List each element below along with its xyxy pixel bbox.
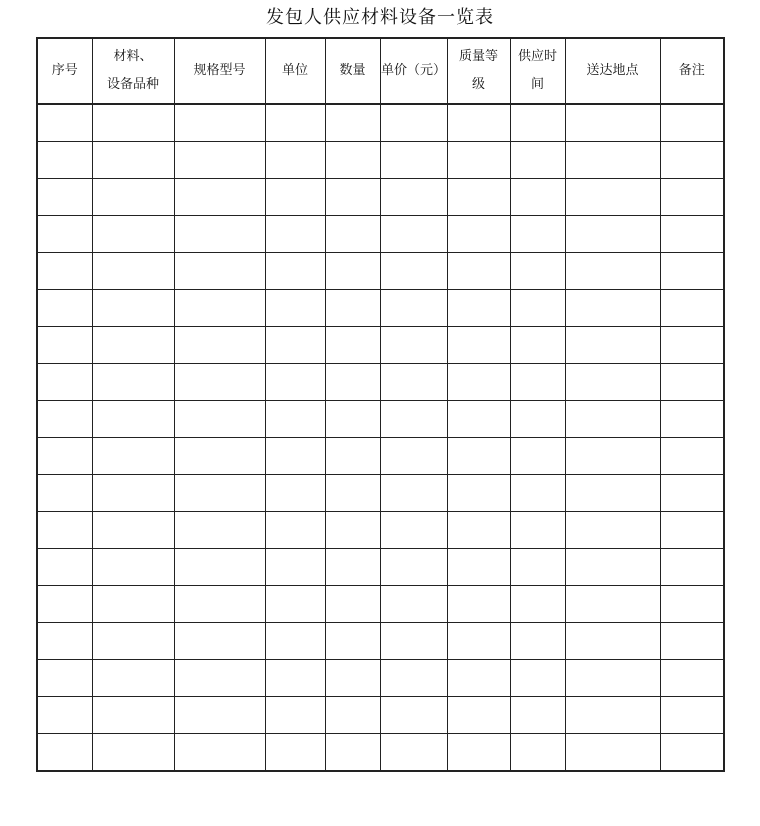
header-cell-delivery-place: 送达地点 <box>565 38 660 104</box>
table-cell[interactable] <box>447 586 510 623</box>
table-cell[interactable] <box>325 697 380 734</box>
table-cell[interactable] <box>380 104 447 142</box>
table-cell[interactable] <box>565 327 660 364</box>
table-row <box>37 327 724 364</box>
table-cell[interactable] <box>265 327 325 364</box>
table-row <box>37 586 724 623</box>
table-row <box>37 364 724 401</box>
table-cell[interactable] <box>265 401 325 438</box>
table-row <box>37 142 724 179</box>
table-cell[interactable] <box>565 290 660 327</box>
table-cell[interactable] <box>325 104 380 142</box>
table-cell[interactable] <box>510 734 565 772</box>
table-cell[interactable] <box>565 697 660 734</box>
table-row <box>37 253 724 290</box>
table-cell[interactable] <box>510 142 565 179</box>
table-cell[interactable] <box>565 734 660 772</box>
table-cell[interactable] <box>660 142 724 179</box>
table-cell[interactable] <box>447 512 510 549</box>
table-row <box>37 734 724 772</box>
table-cell[interactable] <box>92 512 174 549</box>
table-cell[interactable] <box>447 253 510 290</box>
table-cell[interactable] <box>325 327 380 364</box>
table-cell[interactable] <box>174 475 265 512</box>
table-cell[interactable] <box>447 475 510 512</box>
table-cell[interactable] <box>37 216 92 253</box>
table-cell[interactable] <box>37 142 92 179</box>
table-cell[interactable] <box>660 364 724 401</box>
table-cell[interactable] <box>565 660 660 697</box>
table-cell[interactable] <box>265 660 325 697</box>
table-cell[interactable] <box>565 475 660 512</box>
table-cell[interactable] <box>92 104 174 142</box>
table-cell[interactable] <box>265 216 325 253</box>
table-cell[interactable] <box>380 512 447 549</box>
table-cell[interactable] <box>325 734 380 772</box>
table-row <box>37 179 724 216</box>
table-cell[interactable] <box>660 216 724 253</box>
table-cell[interactable] <box>174 104 265 142</box>
table-cell[interactable] <box>510 697 565 734</box>
table-cell[interactable] <box>447 401 510 438</box>
table-cell[interactable] <box>92 216 174 253</box>
table-cell[interactable] <box>174 142 265 179</box>
header-cell-unit-price: 单价（元） <box>380 38 447 104</box>
table-cell[interactable] <box>325 216 380 253</box>
table-cell[interactable] <box>174 364 265 401</box>
table-cell[interactable] <box>380 475 447 512</box>
table-cell[interactable] <box>660 179 724 216</box>
table-cell[interactable] <box>447 660 510 697</box>
table-cell[interactable] <box>510 327 565 364</box>
header-cell-spec: 规格型号 <box>174 38 265 104</box>
table-cell[interactable] <box>92 586 174 623</box>
table-cell[interactable] <box>92 623 174 660</box>
header-cell-quality-grade: 质量等 级 <box>447 38 510 104</box>
table-cell[interactable] <box>174 549 265 586</box>
table-cell[interactable] <box>447 697 510 734</box>
table-cell[interactable] <box>380 179 447 216</box>
table-cell[interactable] <box>325 623 380 660</box>
table-row <box>37 401 724 438</box>
table-cell[interactable] <box>447 290 510 327</box>
table-cell[interactable] <box>37 697 92 734</box>
table-cell[interactable] <box>447 327 510 364</box>
table-cell[interactable] <box>510 216 565 253</box>
table-cell[interactable] <box>37 364 92 401</box>
table-cell[interactable] <box>37 401 92 438</box>
table-cell[interactable] <box>174 660 265 697</box>
table-cell[interactable] <box>265 142 325 179</box>
table-cell[interactable] <box>565 364 660 401</box>
table-cell[interactable] <box>265 253 325 290</box>
table-cell[interactable] <box>92 401 174 438</box>
table-cell[interactable] <box>92 364 174 401</box>
table-cell[interactable] <box>565 253 660 290</box>
table-cell[interactable] <box>660 734 724 772</box>
table-cell[interactable] <box>380 697 447 734</box>
table-cell[interactable] <box>510 401 565 438</box>
table-cell[interactable] <box>660 401 724 438</box>
table-cell[interactable] <box>380 734 447 772</box>
table-cell[interactable] <box>660 327 724 364</box>
table-cell[interactable] <box>660 438 724 475</box>
table-cell[interactable] <box>510 179 565 216</box>
table-cell[interactable] <box>37 179 92 216</box>
table-row <box>37 216 724 253</box>
header-cell-unit: 单位 <box>265 38 325 104</box>
table-cell[interactable] <box>380 401 447 438</box>
table-cell[interactable] <box>510 364 565 401</box>
table-cell[interactable] <box>37 253 92 290</box>
table-cell[interactable] <box>92 327 174 364</box>
table-cell[interactable] <box>565 586 660 623</box>
table-cell[interactable] <box>565 142 660 179</box>
table-cell[interactable] <box>37 623 92 660</box>
table-cell[interactable] <box>325 438 380 475</box>
table-cell[interactable] <box>37 327 92 364</box>
table-cell[interactable] <box>380 142 447 179</box>
table-cell[interactable] <box>380 623 447 660</box>
table-cell[interactable] <box>92 697 174 734</box>
table-cell[interactable] <box>265 586 325 623</box>
table-cell[interactable] <box>37 475 92 512</box>
table-row <box>37 512 724 549</box>
table-cell[interactable] <box>380 327 447 364</box>
table-cell[interactable] <box>447 179 510 216</box>
table-cell[interactable] <box>265 623 325 660</box>
table-cell[interactable] <box>174 401 265 438</box>
table-cell[interactable] <box>380 253 447 290</box>
table-cell[interactable] <box>660 290 724 327</box>
table-cell[interactable] <box>325 142 380 179</box>
table-cell[interactable] <box>565 438 660 475</box>
table-cell[interactable] <box>265 697 325 734</box>
table-cell[interactable] <box>510 512 565 549</box>
table-cell[interactable] <box>325 512 380 549</box>
table-cell[interactable] <box>92 290 174 327</box>
table-cell[interactable] <box>265 438 325 475</box>
table-cell[interactable] <box>325 401 380 438</box>
table-cell[interactable] <box>174 586 265 623</box>
table-cell[interactable] <box>660 660 724 697</box>
table-cell[interactable] <box>37 549 92 586</box>
table-cell[interactable] <box>447 623 510 660</box>
table-cell[interactable] <box>447 104 510 142</box>
table-cell[interactable] <box>660 475 724 512</box>
table-cell[interactable] <box>380 364 447 401</box>
table-cell[interactable] <box>92 549 174 586</box>
table-cell[interactable] <box>325 549 380 586</box>
table-cell[interactable] <box>447 142 510 179</box>
table-cell[interactable] <box>174 734 265 772</box>
table-cell[interactable] <box>325 586 380 623</box>
table-cell[interactable] <box>380 660 447 697</box>
table-cell[interactable] <box>325 475 380 512</box>
table-cell[interactable] <box>447 364 510 401</box>
table-cell[interactable] <box>447 438 510 475</box>
table-cell[interactable] <box>174 253 265 290</box>
table-cell[interactable] <box>174 697 265 734</box>
header-cell-index: 序号 <box>37 38 92 104</box>
table-cell[interactable] <box>265 104 325 142</box>
table-cell[interactable] <box>265 364 325 401</box>
table-cell[interactable] <box>37 660 92 697</box>
table-row <box>37 290 724 327</box>
table-cell[interactable] <box>37 586 92 623</box>
table-cell[interactable] <box>92 253 174 290</box>
table-cell[interactable] <box>380 438 447 475</box>
table-cell[interactable] <box>92 438 174 475</box>
header-cell-remarks: 备注 <box>660 38 724 104</box>
table-row <box>37 660 724 697</box>
table-cell[interactable] <box>37 104 92 142</box>
table-row <box>37 104 724 142</box>
table-cell[interactable] <box>380 586 447 623</box>
table-cell[interactable] <box>92 734 174 772</box>
table-cell[interactable] <box>447 734 510 772</box>
table-cell[interactable] <box>92 475 174 512</box>
header-cell-quantity: 数量 <box>325 38 380 104</box>
table-cell[interactable] <box>660 104 724 142</box>
table-cell[interactable] <box>265 475 325 512</box>
table-cell[interactable] <box>174 290 265 327</box>
table-cell[interactable] <box>660 623 724 660</box>
table-cell[interactable] <box>325 660 380 697</box>
header-row <box>37 38 724 104</box>
table-cell[interactable] <box>510 253 565 290</box>
header-cell-supply-time: 供应时 间 <box>510 38 565 104</box>
table-cell[interactable] <box>265 734 325 772</box>
table-cell[interactable] <box>510 438 565 475</box>
table-cell[interactable] <box>37 290 92 327</box>
table-cell[interactable] <box>265 549 325 586</box>
table-cell[interactable] <box>37 734 92 772</box>
table-cell[interactable] <box>92 142 174 179</box>
table-cell[interactable] <box>174 216 265 253</box>
table-cell[interactable] <box>510 660 565 697</box>
table-cell[interactable] <box>174 179 265 216</box>
table-cell[interactable] <box>510 623 565 660</box>
document-title: 发包人供应材料设备一览表 <box>266 7 494 28</box>
table-body <box>37 104 724 771</box>
table-cell[interactable] <box>380 216 447 253</box>
table-cell[interactable] <box>325 253 380 290</box>
table-cell[interactable] <box>265 179 325 216</box>
table-cell[interactable] <box>265 290 325 327</box>
table-cell[interactable] <box>447 549 510 586</box>
table-cell[interactable] <box>565 179 660 216</box>
table-cell[interactable] <box>37 512 92 549</box>
table-row <box>37 438 724 475</box>
header-cell-item: 材料、 设备品种 <box>92 38 174 104</box>
table-cell[interactable] <box>174 327 265 364</box>
table-cell[interactable] <box>565 401 660 438</box>
materials-table <box>36 37 725 772</box>
table-cell[interactable] <box>565 104 660 142</box>
table-cell[interactable] <box>174 512 265 549</box>
table-cell[interactable] <box>380 290 447 327</box>
table-cell[interactable] <box>510 475 565 512</box>
table-row <box>37 549 724 586</box>
table-cell[interactable] <box>660 586 724 623</box>
table-cell[interactable] <box>174 623 265 660</box>
table-cell[interactable] <box>565 512 660 549</box>
table-cell[interactable] <box>510 586 565 623</box>
table-cell[interactable] <box>380 549 447 586</box>
table-cell[interactable] <box>565 549 660 586</box>
table-cell[interactable] <box>447 216 510 253</box>
table-row <box>37 623 724 660</box>
table-cell[interactable] <box>565 623 660 660</box>
table-cell[interactable] <box>660 512 724 549</box>
table-cell[interactable] <box>660 253 724 290</box>
table-cell[interactable] <box>265 512 325 549</box>
table-cell[interactable] <box>510 290 565 327</box>
table-cell[interactable] <box>660 549 724 586</box>
table-cell[interactable] <box>92 660 174 697</box>
table-cell[interactable] <box>565 216 660 253</box>
table-cell[interactable] <box>325 290 380 327</box>
table-row <box>37 697 724 734</box>
table-cell[interactable] <box>510 104 565 142</box>
table-cell[interactable] <box>660 697 724 734</box>
table-cell[interactable] <box>92 179 174 216</box>
table-cell[interactable] <box>325 179 380 216</box>
table-cell[interactable] <box>325 364 380 401</box>
table-row <box>37 475 724 512</box>
table-cell[interactable] <box>510 549 565 586</box>
table-cell[interactable] <box>37 438 92 475</box>
table-cell[interactable] <box>174 438 265 475</box>
